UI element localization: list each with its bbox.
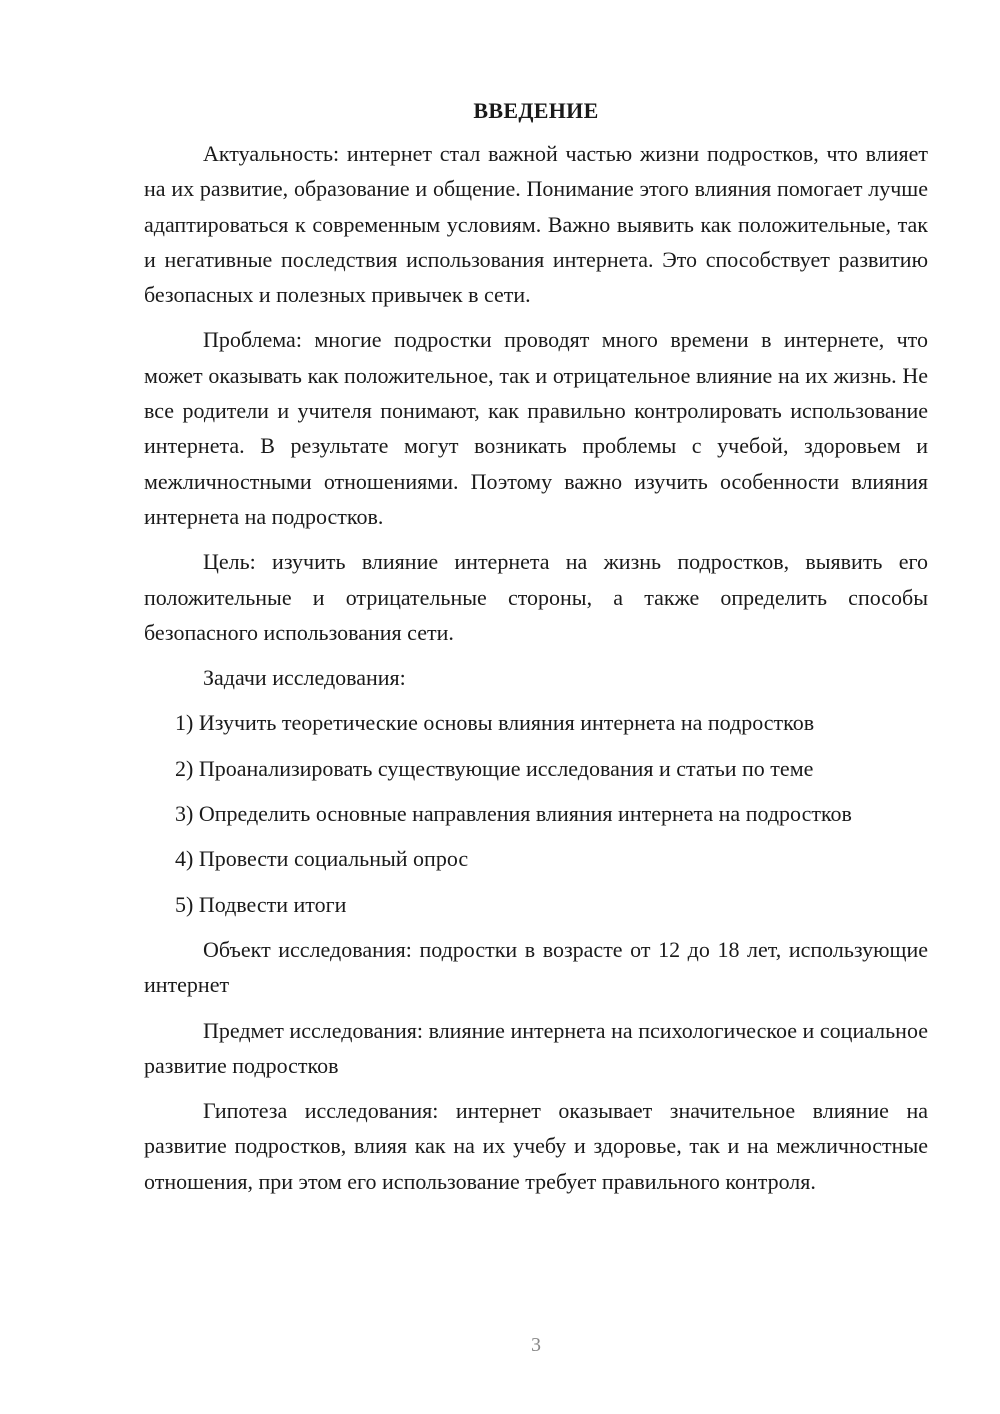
paragraph-subject: Предмет исследования: влияние интернета на психологическое и социальное развитие подростков	[144, 1017, 928, 1078]
list-item: 4) Провести социальный опрос	[175, 846, 469, 872]
paragraph-goal: Цель: изучить влияние интернета на жизнь подростков, выявить его положительные и отрицательные стороны, а также определить способы безопасного использования сети.	[144, 549, 928, 645]
tasks-list	[144, 705, 928, 921]
list-item: 2) Проанализировать существующие исследования и статьи по теме	[175, 755, 814, 781]
paragraph-object: Объект исследования: подростки в возрасте от 12 до 18 лет, использующие интернет	[144, 936, 928, 998]
page-number: 3	[531, 1334, 541, 1356]
paragraph-relevance: Актуальность: интернет стал важной частью жизни подростков, что влияет на их развитие, образование и общение. Понимание этого влияния помогает лучше адаптироваться к современным условиям. Важно выявить как положительные, так и негативные последствия использования интернета. Это способствует развитию безопасных и полезных привычек в сети.	[144, 141, 928, 308]
paragraph-hypothesis: Гипотеза исследования: интернет оказывает значительное влияние на развитие подростков, влияя как на их учебу и здоровье, так и на межличностные отношения, при этом его использование требует правильного контроля.	[144, 1098, 928, 1194]
section-title: ВВЕДЕНИЕ	[473, 98, 599, 123]
paragraph-problem: Проблема: многие подростки проводят много времени в интернете, что может оказывать как положительное, так и отрицательное влияние на их жизнь. Не все родители и учителя понимают, как правильно контролировать использование интернета. В результате могут возникать проблемы с учебой, здоровьем и межличностными отношениями. Поэтому важно изучить особенности влияния интернета на подростков.	[144, 327, 928, 529]
list-item: 5) Подвести итоги	[175, 891, 347, 917]
list-item: 1) Изучить теоретические основы влияния интернета на подростков	[175, 710, 815, 736]
list-item: 3) Определить основные направления влияния интернета на подростков	[175, 801, 852, 827]
page-content	[144, 96, 928, 1209]
paragraph-tasks-heading: Задачи исследования:	[203, 665, 406, 691]
